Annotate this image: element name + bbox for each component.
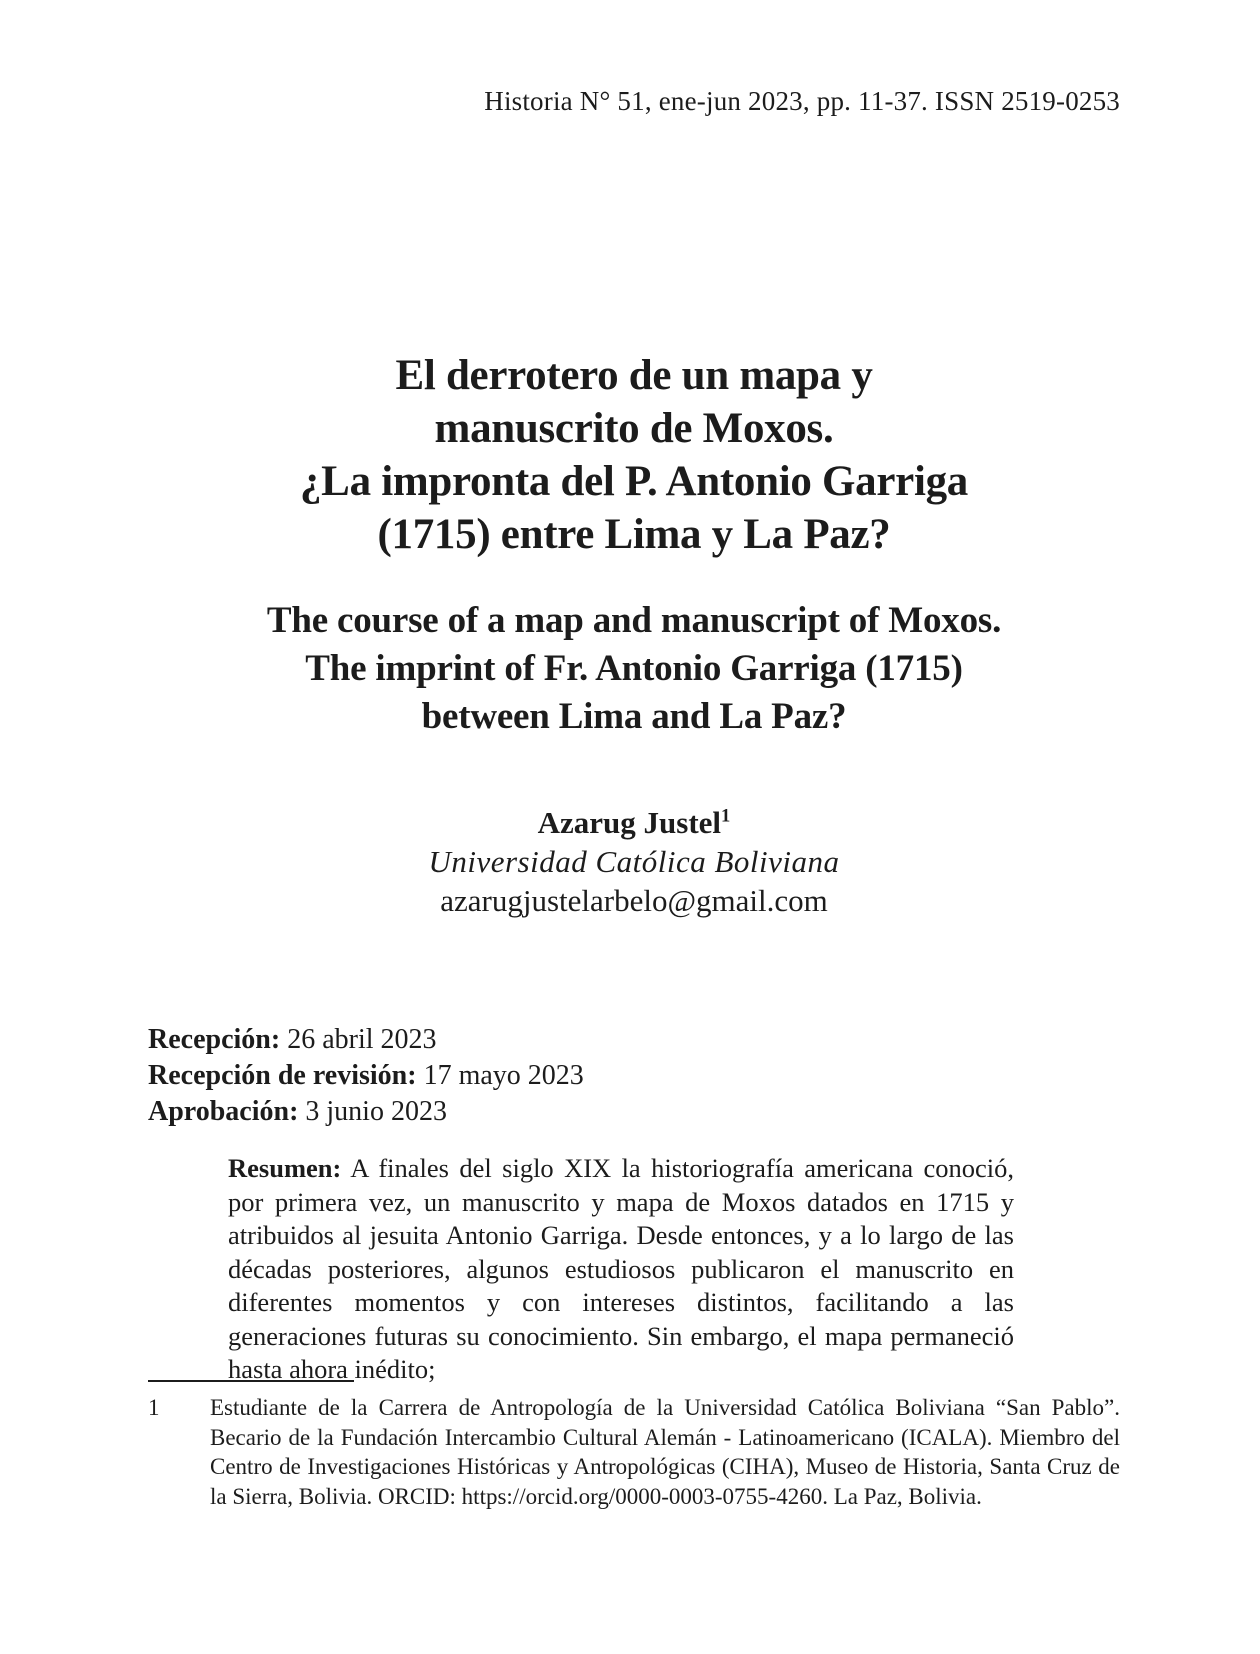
author-name-text: Azarug Justel: [537, 805, 722, 840]
reception-date-value: 26 abril 2023: [280, 1024, 437, 1055]
article-title-spanish: [148, 349, 1120, 561]
abstract-paragraph: [228, 1152, 1014, 1387]
revision-date-label: Recepción de revisión:: [148, 1060, 417, 1091]
submission-dates: [148, 1022, 1120, 1130]
author-block: [148, 803, 1120, 920]
journal-header-line: Historia N° 51, ene-jun 2023, pp. 11-37. ISSN 2519-0253: [484, 86, 1120, 116]
author-footnote-marker: 1: [721, 805, 731, 827]
abstract-text: A finales del siglo XIX la historiografía americana conoció, por primera vez, un manuscrito y mapa de Moxos datados en 1715 y atribuidos al jesuita Antonio Garriga. Desde entonces, y a lo largo de las décadas posteriores, algunos estudiosos publicaron el manuscrito en diferentes momentos y con intereses distintos, facilitando a las generaciones futuras su conocimiento. Sin embargo, el mapa permaneció hasta ahora inédito;: [228, 1153, 1014, 1384]
author-affiliation: Universidad Católica Boliviana: [428, 844, 840, 879]
approval-date-line: [148, 1094, 1120, 1130]
author-name: [148, 803, 1120, 842]
reception-date-line: [148, 1022, 1120, 1058]
title-es-line-3: ¿La impronta del P. Antonio Garriga: [299, 458, 968, 505]
title-en-line-1: The course of a map and manuscript of Moxos.: [266, 600, 1002, 641]
abstract-label: Resumen:: [228, 1153, 342, 1183]
footnote-text: Estudiante de la Carrera de Antropología de la Universidad Católica Boliviana “San Pablo”. Becario de la Fundación Intercambio Cultural Alemán - Latinoamericano (ICALA). Miembro del Centro de Investigaciones Históricas y Antropológicas (CIHA), Museo de Historia, Santa Cruz de la Sierra, Bolivia. ORCID: https://orcid.org/0000-0003-0755-4260. La Paz, Bolivia.: [210, 1395, 1120, 1509]
revision-date-value: 17 mayo 2023: [416, 1060, 584, 1091]
reception-date-label: Recepción:: [148, 1024, 281, 1055]
approval-date-label: Aprobación:: [148, 1096, 299, 1127]
footnote-area: [148, 1380, 1120, 1511]
author-email: azarugjustelarbelo@gmail.com: [440, 883, 828, 918]
title-es-line-4: (1715) entre Lima y La Paz?: [377, 511, 891, 558]
revision-date-line: [148, 1058, 1120, 1094]
approval-date-value: 3 junio 2023: [298, 1096, 447, 1127]
footnote-number: 1: [148, 1395, 160, 1420]
footnote-separator-rule: [148, 1380, 354, 1382]
title-en-line-2: The imprint of Fr. Antonio Garriga (1715): [305, 648, 963, 689]
title-en-line-3: between Lima and La Paz?: [421, 696, 847, 737]
title-es-line-1: El derrotero de un mapa y: [395, 352, 873, 399]
article-title-english: [148, 597, 1120, 741]
title-es-line-2: manuscrito de Moxos.: [434, 405, 834, 452]
footnote-1: [148, 1393, 1120, 1511]
